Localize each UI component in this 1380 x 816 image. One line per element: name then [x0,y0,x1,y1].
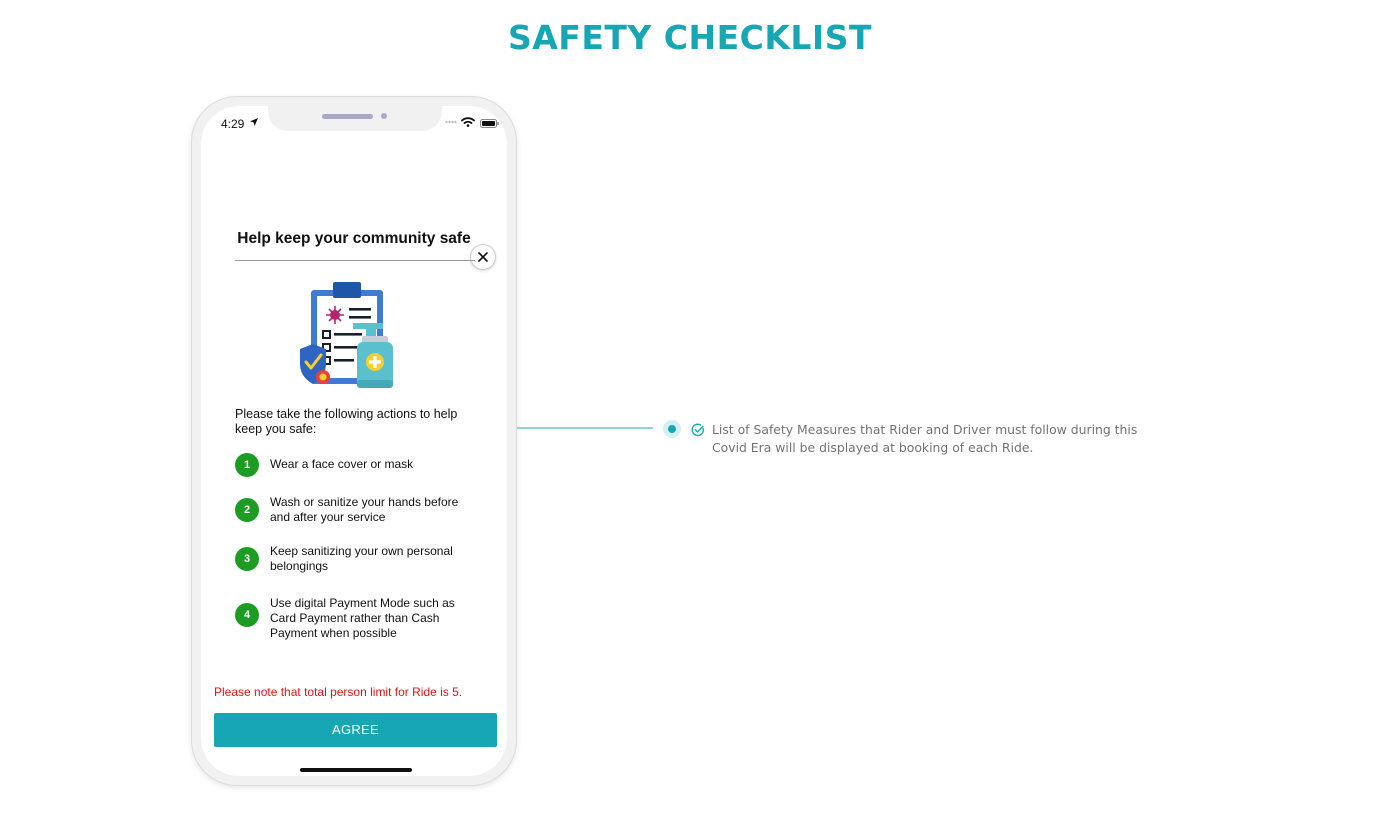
intro-text: Please take the following actions to help keep you safe: [235,407,458,436]
check-circle-icon [691,423,705,437]
agree-button[interactable]: AGREE [214,713,497,747]
connector-dot [663,420,681,438]
step-number-badge: 4 [235,603,259,627]
close-icon [478,252,488,262]
home-indicator [300,768,412,772]
feature-annotation: List of Safety Measures that Rider and Driver must follow during this Covid Era will be displayed at booking of each Ride. [712,422,1138,455]
phone-notch [268,106,442,131]
step-text: Wash or sanitize your hands before and after your service [270,495,459,524]
signal-icon [445,120,457,124]
phone-frame [191,96,517,786]
step-text: Use digital Payment Mode such as Card Payment rather than Cash Payment when possible [270,596,455,640]
step-number-badge: 3 [235,547,259,571]
step-text: Keep sanitizing your own personal belongings [270,544,453,573]
front-camera [381,113,387,119]
phone-screen [201,106,507,776]
step-number-badge: 1 [235,453,259,477]
location-arrow-icon [250,118,258,126]
status-time: 4:29 [221,117,245,131]
person-limit-note: Please note that total person limit for Ride is 5. [214,685,463,699]
battery-icon [480,119,499,128]
connector-line [517,427,653,429]
step-text: Wear a face cover or mask [270,457,414,471]
safety-clipboard-sanitizer-illustration [297,280,407,392]
heading-divider [235,260,475,261]
modal-heading: Help keep your community safe [237,230,471,247]
speaker-grill [322,114,373,119]
wifi-icon [461,117,475,127]
page-title: SAFETY CHECKLIST [507,18,873,57]
step-number-badge: 2 [235,498,259,522]
